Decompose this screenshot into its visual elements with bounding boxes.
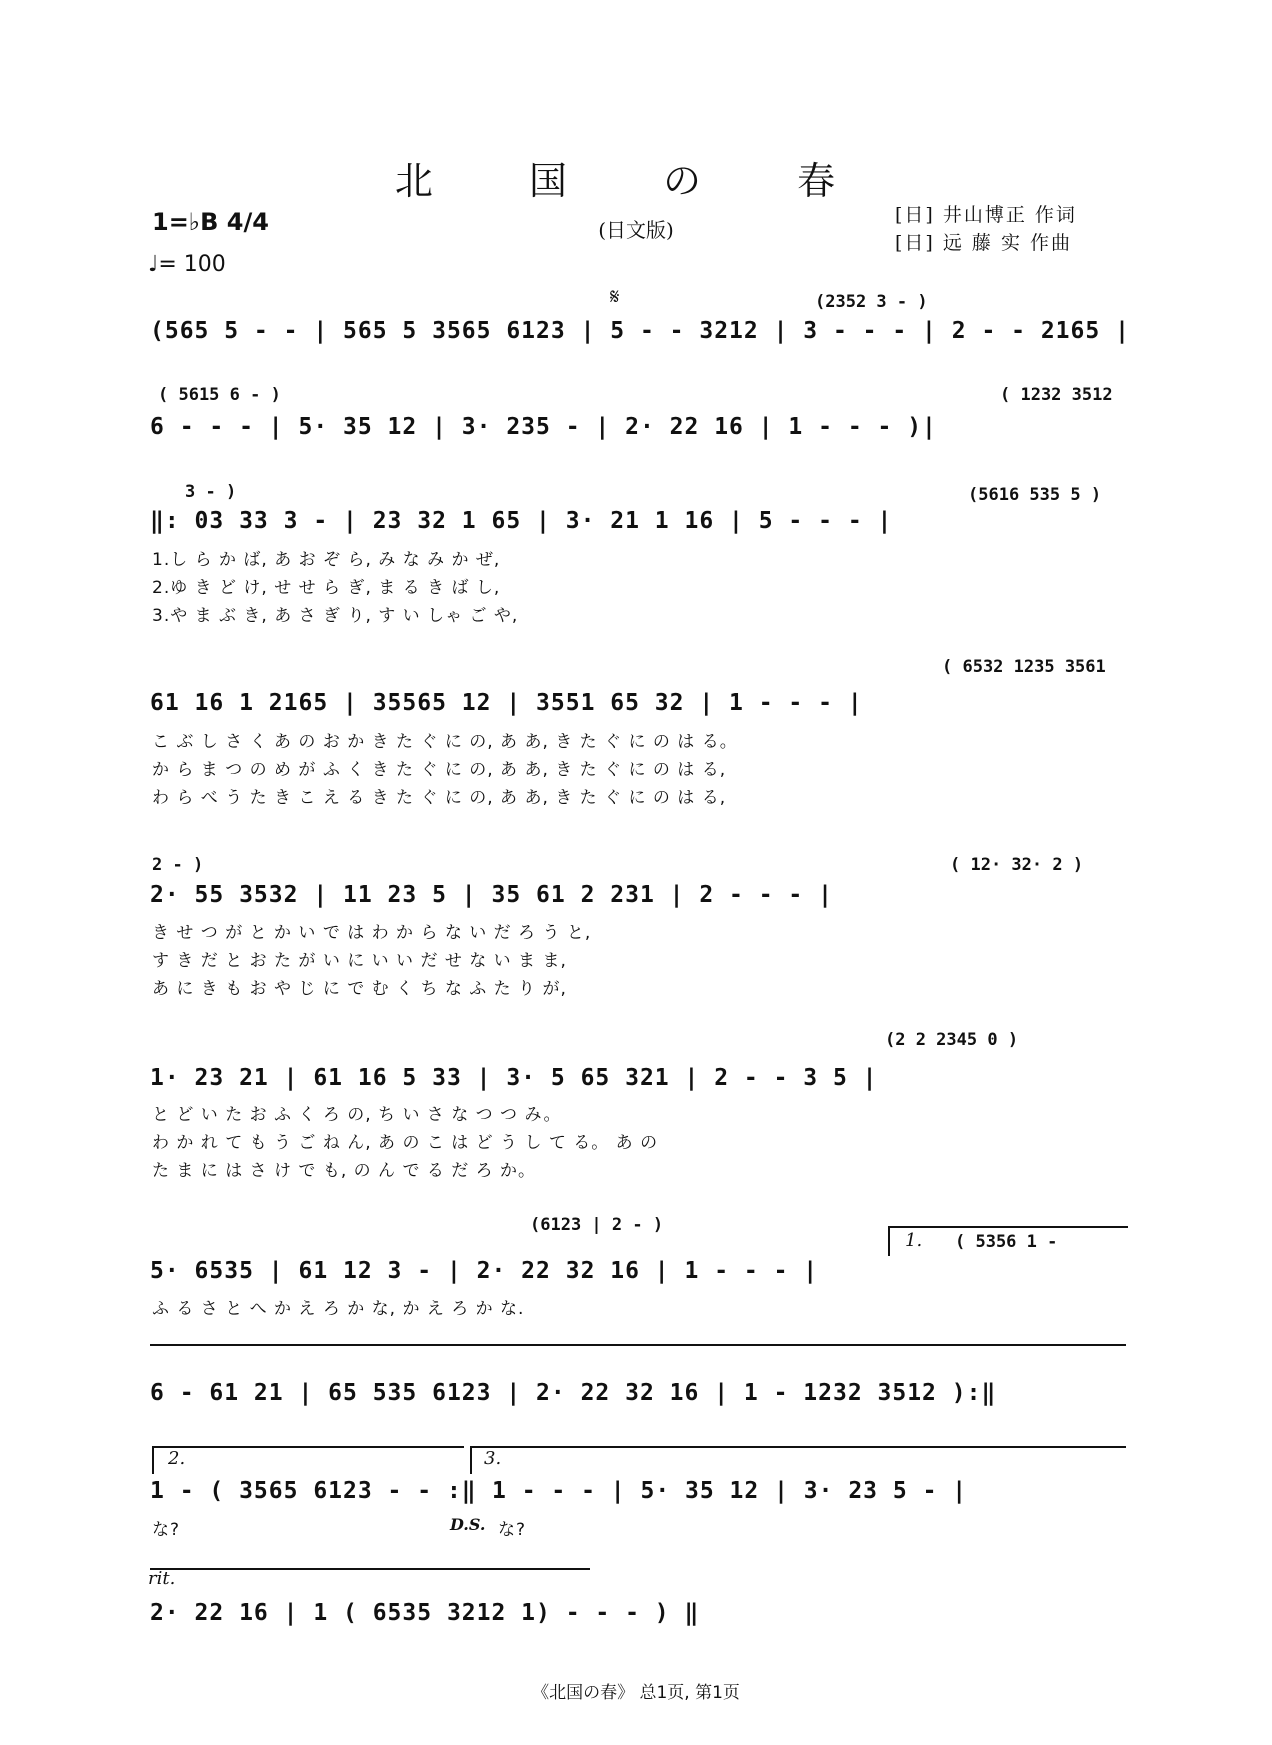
- line5-above-left: 2 - ): [152, 855, 204, 875]
- line1-notes: (565 5 - - | 565 5 3565 6123 | 5 - - 3212 | 3 - - - | 2 - - 2165 |: [150, 318, 1130, 344]
- composer-credit: [日] 远 藤 实 作曲: [895, 232, 1072, 254]
- volta1-bracket: [888, 1226, 1128, 1228]
- page-footer: 《北国の春》 总1页, 第1页: [532, 1683, 740, 1703]
- line6-lyric-3: た ま に は さ け で も, の ん で る だ ろ か。: [152, 1161, 537, 1181]
- line10-notes: 2· 22 16 | 1 ( 6535 3212 1) - - - ) ‖: [150, 1600, 700, 1626]
- key-signature: 1=♭B 4/4: [152, 208, 269, 236]
- line7-lyric-1: ふ る さ と へ か え ろ か な, か え ろ か な.: [152, 1299, 525, 1319]
- line5-lyric-3: あ に き も お や じ に で む く ち な ふ た り が,: [152, 979, 567, 999]
- line6-above-right: (2 2 2345 0 ): [885, 1030, 1019, 1050]
- volta1-continuation: [150, 1344, 1126, 1346]
- line8-notes: 6 - 61 21 | 65 535 6123 | 2· 22 32 16 | 1 - 1232 3512 ):‖: [150, 1380, 997, 1406]
- line6-notes: 1· 23 21 | 61 16 5 33 | 3· 5 65 321 | 2 - - 3 5 |: [150, 1065, 878, 1091]
- volta3-notes: 1 - - - | 5· 35 12 | 3· 23 5 - |: [492, 1478, 968, 1504]
- volta2-lyric: な?: [152, 1520, 181, 1540]
- segno-icon: 𝄋: [610, 285, 620, 310]
- lyricist-credit: [日] 井山博正 作词: [895, 204, 1077, 226]
- line5-lyric-1: き せ つ が と か い で は わ か ら な い だ ろ う と,: [152, 923, 592, 943]
- volta2-label: 2.: [168, 1448, 186, 1469]
- line6-lyric-2: わ か れ て も う ご ね ん, あ の こ は ど う し て る。 あ の: [152, 1133, 659, 1153]
- subtitle: (日文版): [598, 218, 674, 242]
- volta1-bracket-edge: [888, 1226, 890, 1256]
- line4-lyric-2: か ら ま つ の め が ふ く き た ぐ に の, あ あ, き た ぐ に の は る,: [152, 760, 727, 780]
- line5-above-right: ( 12· 32· 2 ): [950, 855, 1084, 875]
- line3-notes: ‖: 03 33 3 - | 23 32 1 65 | 3· 21 1 16 | 5 - - - |: [150, 508, 893, 534]
- line2-above-left: ( 5615 6 - ): [158, 385, 281, 405]
- line3-lyric-3: 3.や ま ぶ き, あ さ ぎ り, す い しゃ ご や,: [152, 606, 519, 626]
- line5-notes: 2· 55 3532 | 11 23 5 | 35 61 2 231 | 2 - - - |: [150, 882, 833, 908]
- volta3-lyric: な?: [498, 1520, 527, 1540]
- line7-notes: 5· 6535 | 61 12 3 - | 2· 22 32 16 | 1 - - - |: [150, 1258, 819, 1284]
- line4-notes: 61 16 1 2165 | 35565 12 | 3551 65 32 | 1 - - - |: [150, 690, 863, 716]
- line6-lyric-1: と ど い た お ふ く ろ の, ち い さ な つ つ み。: [152, 1105, 562, 1125]
- page-title: 北 国 の 春: [394, 159, 878, 203]
- rit-marking: rit.: [148, 1568, 176, 1589]
- volta2-notes: 1 - ( 3565 6123 - - :‖: [150, 1478, 477, 1504]
- line4-above-right: ( 6532 1235 3561: [942, 657, 1106, 677]
- line4-lyric-1: こ ぶ し さ く あ の お か き た ぐ に の, あ あ, き た ぐ に の は る。: [152, 732, 738, 752]
- volta3-bracket-edge: [470, 1446, 472, 1474]
- volta2-bracket: [152, 1446, 464, 1448]
- line5-lyric-2: す き だ と お た が い に い い だ せ な い ま ま,: [152, 951, 567, 971]
- volta3-bracket: [470, 1446, 1126, 1448]
- line7-above: (6123 | 2 - ): [530, 1215, 664, 1235]
- volta1-label: 1.: [905, 1230, 923, 1251]
- line3-above-right: (5616 535 5 ): [968, 485, 1102, 505]
- volta2-bracket-edge: [152, 1446, 154, 1474]
- line1-above: (2352 3 - ): [815, 292, 928, 312]
- volta1-above: ( 5356 1 -: [955, 1232, 1058, 1252]
- line2-notes: 6 - - - | 5· 35 12 | 3· 235 - | 2· 22 16 | 1 - - - )|: [150, 414, 937, 440]
- rit-line: [150, 1568, 590, 1570]
- line3-lyric-1: 1.し ら か ば, あ お ぞ ら, み な み か ぜ,: [152, 550, 501, 570]
- line3-lyric-2: 2.ゆ き ど け, せ せ ら ぎ, ま る き ば し,: [152, 578, 501, 598]
- ds-marking: D.S.: [450, 1515, 486, 1534]
- line3-above-left: 3 - ): [185, 482, 237, 502]
- volta3-label: 3.: [484, 1448, 502, 1469]
- tempo-marking: ♩= 100: [148, 252, 226, 277]
- line4-lyric-3: わ ら べ う た き こ え る き た ぐ に の, あ あ, き た ぐ に の は る,: [152, 788, 727, 808]
- line2-above-right: ( 1232 3512: [1000, 385, 1113, 405]
